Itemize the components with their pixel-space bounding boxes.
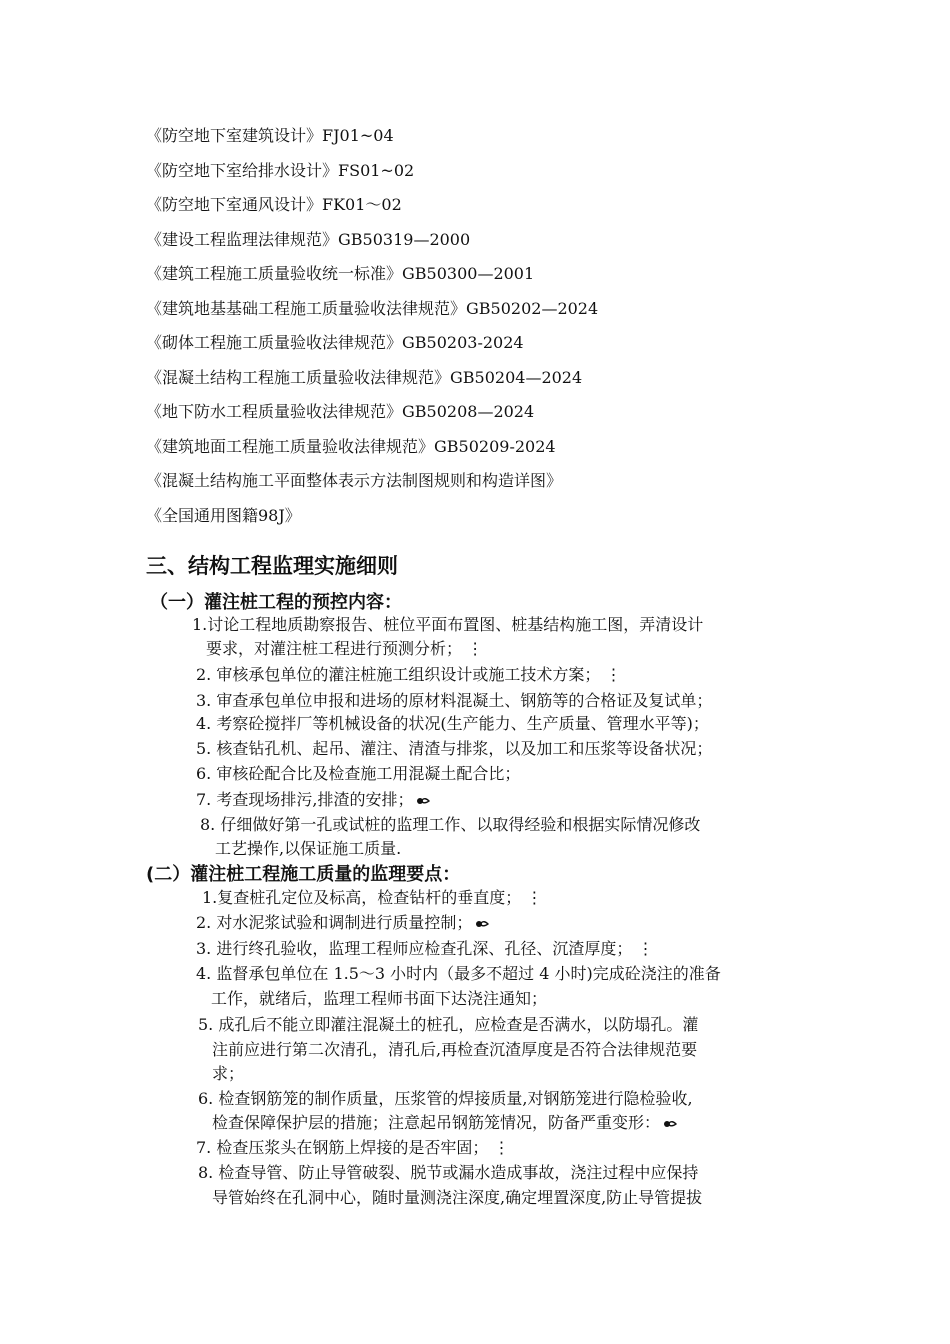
list-item: 1.复查桩孔定位及标高，检查钻杆的垂直度； ⋮ bbox=[202, 888, 543, 907]
list-item-continuation: 工艺操作,以保证施工质量. bbox=[215, 839, 402, 858]
standard-item: 《建筑地面工程施工质量验收法律规范》GB50209-2024 bbox=[146, 437, 556, 456]
list-item: 2. 审核承包单位的灌注桩施工组织设计或施工技术方案； ⋮ bbox=[196, 665, 622, 684]
standard-item: 《砌体工程施工质量验收法律规范》GB50203-2024 bbox=[146, 333, 524, 352]
standard-item: 《建筑工程施工质量验收统一标准》GB50300—2001 bbox=[146, 264, 535, 283]
list-item: 3. 审查承包单位申报和进场的原材料混凝土、钢筋等的合格证及复试单； bbox=[196, 691, 713, 710]
list-item-continuation: 工作，就绪后，监理工程师书面下达浇注通知； bbox=[211, 989, 548, 1008]
standard-item: 《全国通用图籍98J》 bbox=[146, 506, 301, 525]
list-item-continuation: 注前应进行第二次清孔，清孔后,再检查沉渣厚度是否符合法律规范要 bbox=[212, 1040, 698, 1059]
standard-item: 《混凝土结构施工平面整体表示方法制图规则和构造详图》 bbox=[146, 471, 563, 490]
list-item: 5. 成孔后不能立即灌注混凝土的桩孔，应检查是否满水，以防塌孔。灌 bbox=[198, 1015, 699, 1034]
list-item-continuation bbox=[212, 1110, 677, 1136]
list-item-continuation: 导管始终在孔洞中心，随时量测浇注深度,确定埋置深度,防止导管提拔 bbox=[212, 1188, 703, 1207]
standard-item: 《混凝土结构工程施工质量验收法律规范》GB50204—2024 bbox=[146, 368, 583, 387]
list-item: 6. 检查钢筋笼的制作质量，压浆管的焊接质量,对钢筋笼进行隐检验收, bbox=[198, 1089, 693, 1108]
tadpole-mark-icon bbox=[475, 918, 489, 930]
list-item bbox=[196, 910, 489, 936]
list-item-text: 2. 对水泥浆试验和调制进行质量控制； bbox=[196, 913, 473, 932]
list-item: 8. 检查导管、防止导管破裂、脱节或漏水造成事故，浇注过程中应保持 bbox=[198, 1163, 699, 1182]
tadpole-mark-icon bbox=[416, 795, 430, 807]
standard-item: 《建筑地基基础工程施工质量验收法律规范》GB50202—2024 bbox=[146, 299, 599, 318]
list-item-text: 检查保障保护层的措施；注意起吊钢筋笼情况，防备严重变形： bbox=[212, 1113, 661, 1132]
list-item: 1.讨论工程地质勘察报告、桩位平面布置图、桩基结构施工图，弄清设计 bbox=[192, 615, 704, 634]
subsection-title: （一）灌注桩工程的预控内容： bbox=[150, 592, 402, 613]
list-item: 3. 进行终孔验收，监理工程师应检查孔深、孔径、沉渣厚度； ⋮ bbox=[196, 939, 654, 958]
tadpole-mark-icon bbox=[663, 1118, 677, 1130]
list-item: 7. 检查压浆头在钢筋上焊接的是否牢固； ⋮ bbox=[196, 1138, 510, 1157]
standard-item: 《建设工程监理法律规范》GB50319—2000 bbox=[146, 230, 471, 249]
list-item: 8. 仔细做好第一孔或试桩的监理工作、以取得经验和根据实际情况修改 bbox=[200, 815, 701, 834]
subsection-title: (二）灌注桩工程施工质量的监理要点： bbox=[146, 864, 461, 885]
list-item: 5. 核查钻孔机、起吊、灌注、清渣与排浆，以及加工和压浆等设备状况； bbox=[196, 739, 713, 758]
standard-item: 《防空地下室建筑设计》FJ01~04 bbox=[146, 126, 394, 145]
standard-item: 《防空地下室给排水设计》FS01~02 bbox=[146, 161, 415, 180]
standard-item: 《防空地下室通风设计》FK01～02 bbox=[146, 195, 402, 214]
list-item-continuation: 求； bbox=[212, 1064, 245, 1083]
list-item-continuation: 要求，对灌注桩工程进行预测分析； ⋮ bbox=[206, 639, 484, 658]
standard-item: 《地下防水工程质量验收法律规范》GB50208—2024 bbox=[146, 402, 535, 421]
list-item: 6. 审核砼配合比及检查施工用混凝土配合比； bbox=[196, 764, 521, 783]
list-item: 4. 考察砼搅拌厂等机械设备的状况(生产能力、生产质量、管理水平等)； bbox=[196, 714, 709, 733]
section-title: 三、结构工程监理实施细则 bbox=[146, 554, 398, 578]
list-item-text: 7. 考查现场排污,排渣的安排； bbox=[196, 790, 414, 809]
list-item: 4. 监督承包单位在 1.5～3 小时内（最多不超过 4 小时)完成砼浇注的准备 bbox=[196, 964, 721, 983]
list-item bbox=[196, 787, 430, 813]
